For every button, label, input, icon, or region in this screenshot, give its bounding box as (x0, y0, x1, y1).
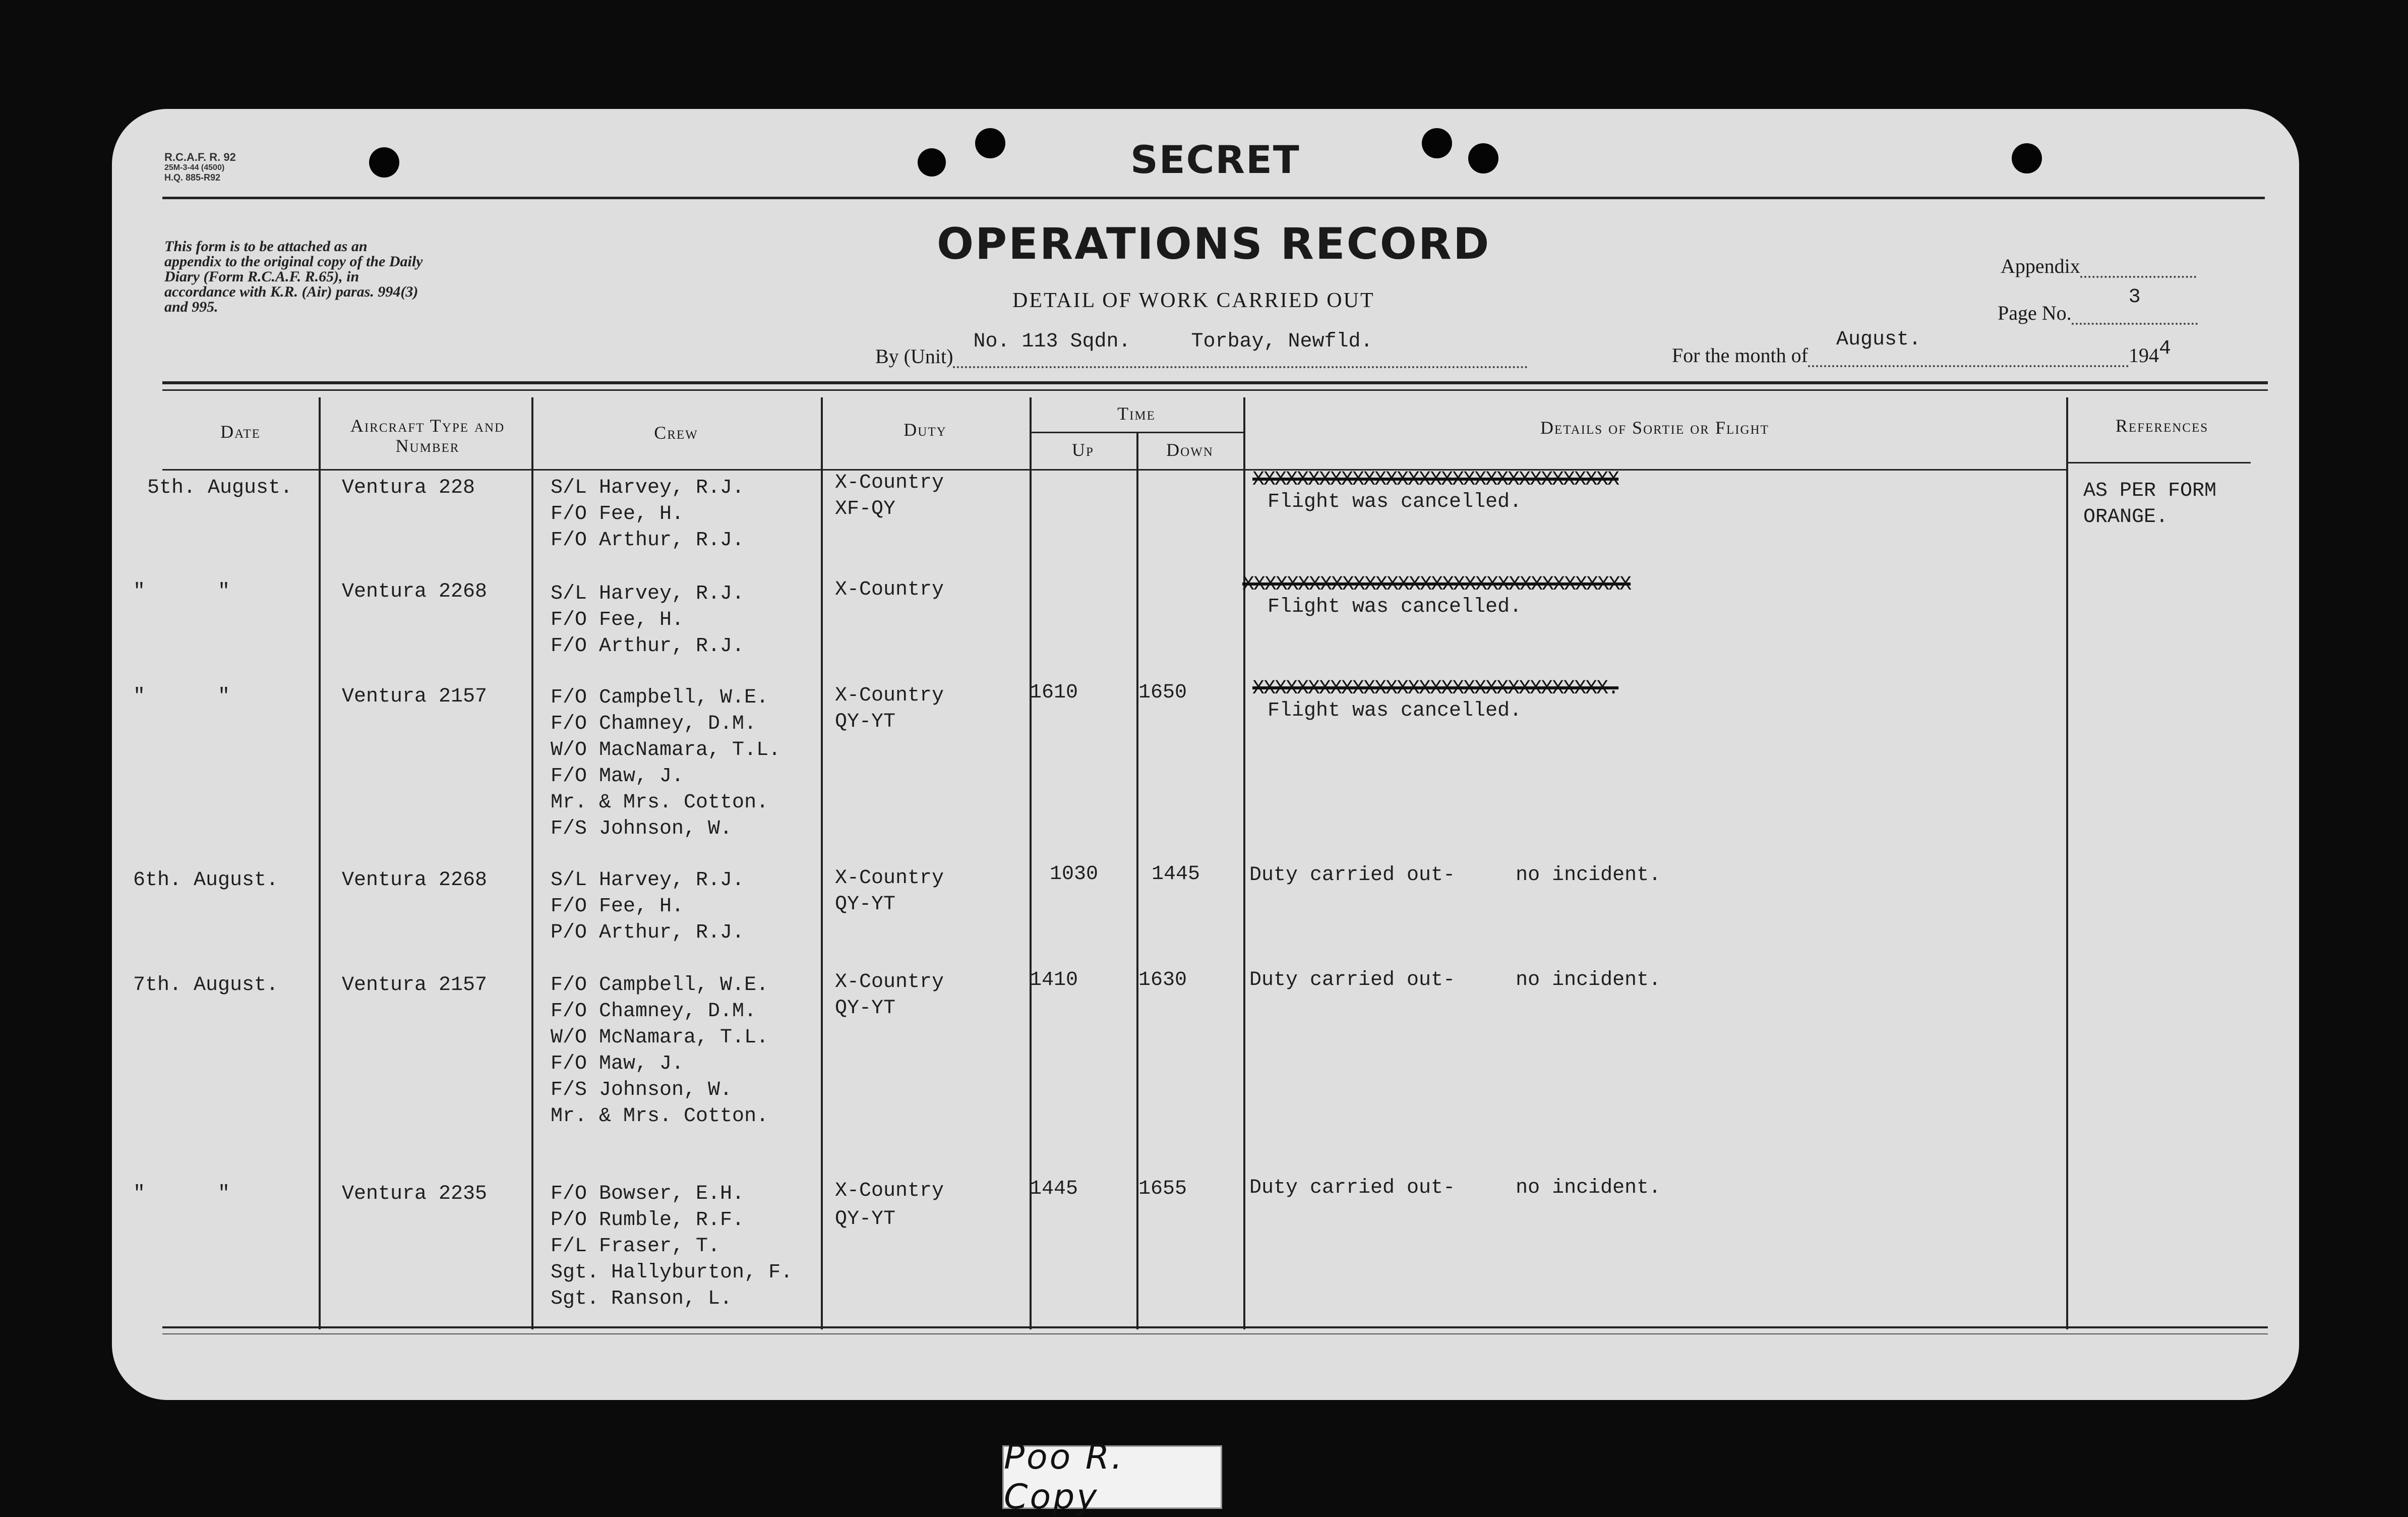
page-number-label: Page No. (1998, 302, 2072, 324)
form-id (164, 151, 236, 183)
punch-hole (975, 128, 1005, 158)
row-date: " " (133, 685, 230, 708)
column-header-down: Down (1166, 440, 1214, 460)
row-date: " " (133, 580, 230, 603)
row-crew-member: F/O Arthur, R.J. (551, 529, 745, 552)
row-aircraft: Ventura 2268 (342, 869, 488, 892)
row-time-up: 1030 (1050, 863, 1099, 886)
year-prefix: 194 (2128, 344, 2159, 367)
form-id-line: 25M-3-44 (4500) (164, 163, 225, 172)
row-crew-member: Mr. & Mrs. Cotton. (551, 1105, 769, 1128)
row-struck-text: XXXXXXXXXXXXXXXXXXXXXXXXXXXXXXXXXXX (1242, 573, 1631, 596)
row-time-up: 1610 (1030, 681, 1078, 704)
row-crew-member: F/O Chamney, D.M. (551, 713, 757, 735)
row-crew-member: Sgt. Ranson, L. (551, 1288, 733, 1310)
month-value: August. (1808, 335, 2129, 367)
page-title: OPERATIONS RECORD (937, 219, 1491, 269)
row-aircraft: Ventura 2235 (342, 1183, 488, 1205)
punch-hole (369, 147, 399, 178)
row-aircraft: Ventura 2157 (342, 974, 488, 997)
row-aircraft: Ventura 2157 (342, 685, 488, 708)
header-rule (162, 197, 2265, 199)
punch-hole (1422, 128, 1452, 158)
page-subtitle: DETAIL OF WORK CARRIED OUT (1012, 289, 1375, 312)
row-reference: AS PER FORM (2083, 480, 2217, 502)
row-duty-route: XF-QY (835, 498, 896, 520)
row-crew-member: F/L Fraser, T. (551, 1235, 720, 1258)
row-crew-member: F/O Bowser, E.H. (551, 1183, 745, 1205)
row-crew-member: S/L Harvey, R.J. (551, 582, 745, 605)
row-duty: X-Country (835, 578, 944, 601)
column-header-date: Date (220, 422, 261, 442)
operations-record-form (112, 109, 2299, 1400)
unit-value: No. 113 Sqdn. Torbay, Newfld. (953, 337, 1528, 368)
year-digit: 4 (2158, 337, 2171, 360)
row-date: 7th. August. (133, 974, 279, 997)
row-time-down: 1650 (1138, 681, 1187, 704)
row-duty: X-Country (835, 971, 944, 994)
row-crew-member: Sgt. Hallyburton, F. (551, 1261, 793, 1284)
row-aircraft: Ventura 2268 (342, 580, 488, 603)
row-duty-route: QY-YT (835, 1208, 896, 1231)
row-date: 5th. August. (147, 477, 293, 499)
table-top-rule (162, 389, 2268, 391)
row-details: Duty carried out- no incident. (1249, 969, 1661, 991)
column-header-up: Up (1072, 440, 1094, 460)
row-crew-member: F/O Campbell, W.E. (551, 974, 769, 997)
row-time-down: 1655 (1138, 1178, 1187, 1200)
row-crew-member: S/L Harvey, R.J. (551, 477, 745, 499)
row-crew-member: Mr. & Mrs. Cotton. (551, 791, 769, 814)
row-duty-route: QY-YT (835, 893, 896, 916)
row-crew-member: F/O Fee, H. (551, 609, 684, 631)
table-bottom-rule (162, 1333, 2268, 1334)
column-divider (531, 397, 533, 1329)
column-header-duty: Duty (904, 420, 947, 440)
month-field (1672, 328, 2171, 367)
row-duty-route: QY-YT (835, 997, 896, 1020)
column-divider (319, 397, 321, 1329)
row-duty: X-Country (835, 472, 944, 494)
header-bottom-rule (2066, 462, 2251, 463)
row-aircraft: Ventura 228 (342, 477, 475, 499)
row-crew-member: F/O Chamney, D.M. (551, 1000, 757, 1023)
column-divider (821, 397, 823, 1329)
column-divider (1243, 397, 1245, 1329)
row-crew-member: F/O Maw, J. (551, 1053, 684, 1075)
table-bottom-rule (162, 1326, 2268, 1328)
unit-field (875, 330, 1528, 368)
row-duty: X-Country (835, 684, 944, 707)
row-duty-route: QY-YT (835, 711, 896, 733)
row-details: Flight was cancelled. (1268, 491, 1522, 513)
row-date: " " (133, 1183, 230, 1205)
row-details: Duty carried out- no incident. (1249, 1177, 1661, 1199)
row-crew-member: S/L Harvey, R.J. (551, 869, 745, 892)
row-details: Flight was cancelled. (1268, 596, 1522, 618)
page-number-field (1998, 286, 2198, 325)
row-crew-member: F/O Arthur, R.J. (551, 635, 745, 658)
row-details: Duty carried out- no incident. (1249, 864, 1661, 887)
row-date: 6th. August. (133, 869, 279, 892)
secret-stamp: SECRET (1130, 137, 1300, 182)
row-time-down: 1630 (1138, 969, 1187, 991)
column-header-aircraft: Aircraft Type and Number (350, 416, 505, 456)
punch-hole (918, 148, 946, 177)
column-header-references: References (2115, 416, 2209, 436)
row-reference: ORANGE. (2083, 506, 2169, 529)
row-crew-member: F/O Maw, J. (551, 765, 684, 788)
month-label: For the month of (1672, 344, 1808, 367)
appendix-label: Appendix (2001, 255, 2080, 277)
row-crew-member: F/O Fee, H. (551, 895, 684, 918)
form-id-line: R.C.A.F. R. 92 (164, 151, 236, 163)
row-crew-member: F/S Johnson, W. (551, 818, 733, 840)
time-subheader-rule (1030, 432, 1244, 433)
table-top-rule (162, 381, 2268, 384)
row-crew-member: P/O Rumble, R.F. (551, 1209, 745, 1232)
row-crew-member: F/O Fee, H. (551, 503, 684, 526)
page-number-value: 3 (2072, 293, 2198, 325)
row-struck-text: XXXXXXXXXXXXXXXXXXXXXXXXXXXXXXXXX (1252, 469, 1619, 491)
row-crew-member: W/O MacNamara, T.L. (551, 739, 781, 762)
row-time-up: 1410 (1030, 969, 1078, 991)
row-crew-member: P/O Arthur, R.J. (551, 921, 745, 944)
row-crew-member: F/O Campbell, W.E. (551, 686, 769, 709)
punch-hole (2012, 143, 2042, 173)
unit-label: By (Unit) (875, 345, 953, 368)
row-crew-member: F/S Johnson, W. (551, 1079, 733, 1101)
row-details: Flight was cancelled. (1268, 699, 1522, 722)
row-crew-member: W/O McNamara, T.L. (551, 1026, 769, 1049)
column-header-crew: Crew (654, 423, 698, 443)
row-duty: X-Country (835, 1180, 944, 1202)
punch-hole (1468, 143, 1498, 173)
column-divider (2066, 397, 2068, 1329)
header-bottom-rule (162, 469, 2068, 471)
form-id-line: H.Q. 885-R92 (164, 172, 221, 183)
appendix-field (2001, 254, 2196, 278)
row-struck-text: XXXXXXXXXXXXXXXXXXXXXXXXXXXXXXXX. (1252, 677, 1619, 700)
poor-copy-tag: Poo R. Copy (1002, 1445, 1222, 1509)
row-time-down: 1445 (1152, 863, 1200, 886)
appendix-value (2080, 258, 2196, 278)
column-header-details: Details of Sortie or Flight (1540, 418, 1769, 438)
row-time-up: 1445 (1030, 1178, 1078, 1200)
attachment-instruction: This form is to be attached as an appendix to the original copy of the Daily Diary (Form R.C.A.F. R.65), in accordance with K.R. (Air) paras. 994(3) and 995. (164, 238, 423, 315)
row-duty: X-Country (835, 867, 944, 890)
column-header-time: Time (1117, 403, 1156, 424)
